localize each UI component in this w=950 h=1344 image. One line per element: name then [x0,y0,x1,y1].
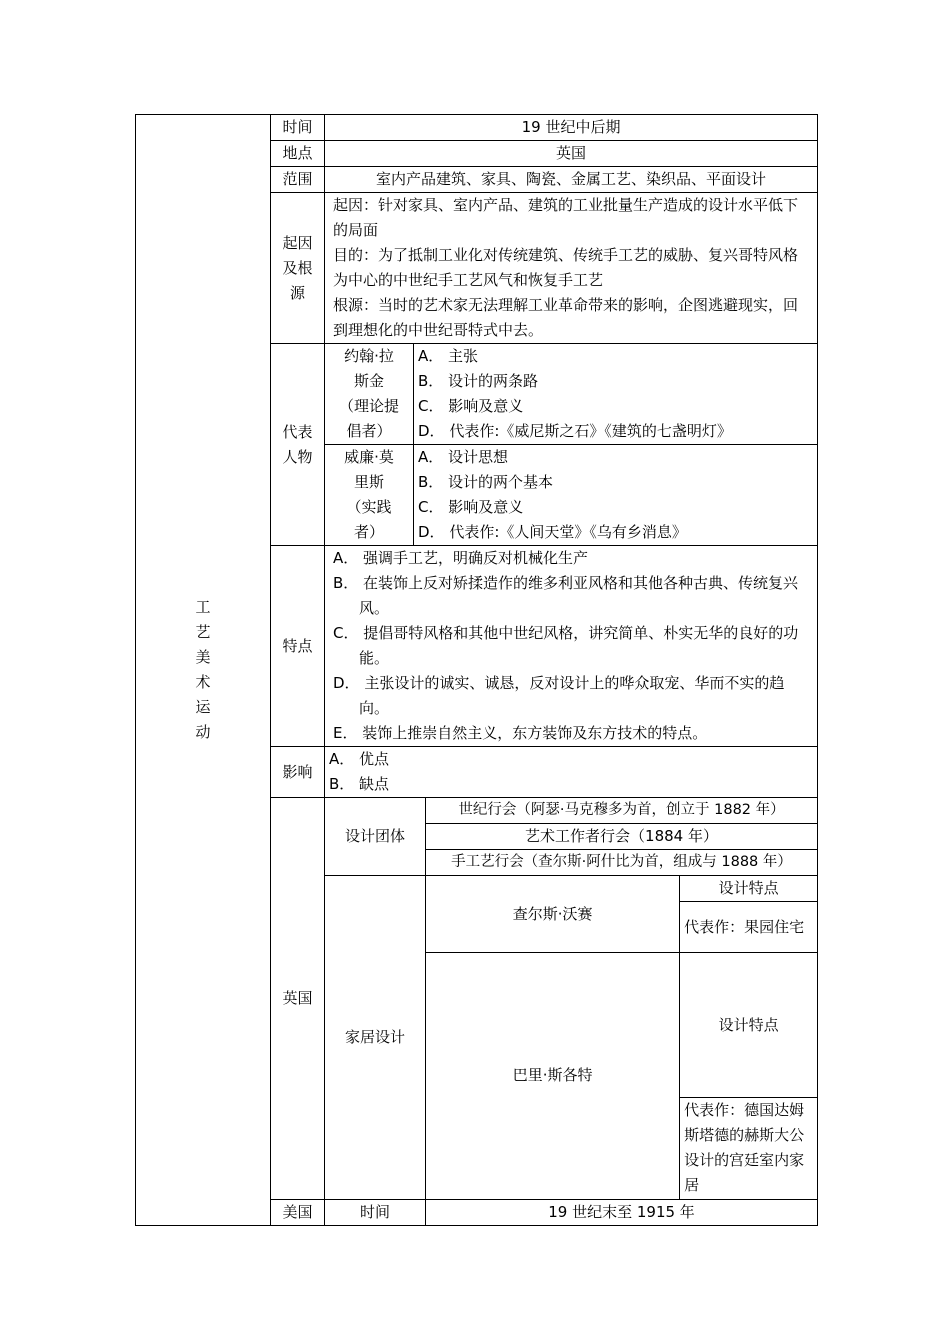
group-item: 世纪行会（阿瑟·马克穆多为首，创立于 1882 年） [426,798,818,824]
morris-item: B． 设计的两个基本 [418,473,554,491]
figures-label: 代表 人物 [271,344,325,546]
feature-item: C． 提倡哥特风格和其他中世纪风格，讲究简单、朴实无华的良好的功能。 [333,624,799,667]
influence-items [325,747,818,798]
groups-label: 设计团体 [325,798,426,876]
ruskin-items [414,344,818,445]
voysey-feature: 设计特点 [680,876,817,902]
scott-name: 巴里·斯各特 [426,953,680,1199]
arts-and-crafts-table [135,114,818,1226]
place-value: 英国 [325,141,818,167]
time-label: 时间 [271,115,325,141]
influence-label: 影响 [271,747,325,798]
scott-work: 代表作：德国达姆斯塔德的赫斯大公设计的宫廷室内家居 [680,1098,817,1199]
movement-name-cell [136,115,271,1226]
scott-feature: 设计特点 [680,953,817,1098]
home-label: 家居设计 [325,876,426,1200]
morris-items [414,445,818,546]
origin-cause: 起因：针对家具、室内产品、建筑的工业批量生产造成的设计水平低下的局面 [333,196,799,239]
feature-item: A． 强调手工艺，明确反对机械化生产 [333,549,589,567]
movement-name: 工 艺 美 术 运 动 [195,597,211,741]
group-item: 艺术工作者行会（1884 年） [426,824,818,850]
ruskin-name: 约翰·拉 斯金 （理论提 倡者） [325,344,414,445]
morris-item: C． 影响及意义 [418,498,524,516]
scope-label: 范围 [271,167,325,193]
feature-item: B． 在装饰上反对矫揉造作的维多利亚风格和其他各种古典、传统复兴风。 [333,574,799,617]
usa-value: 19 世纪末至 1915 年 [426,1199,818,1225]
origin-content [325,193,818,344]
ruskin-item: A． 主张 [418,347,479,365]
origin-purpose: 目的：为了抵制工业化对传统建筑、传统手工艺的威胁、复兴哥特风格为中心的中世纪手工艺风气和恢复手工艺 [333,246,799,289]
usa-label: 美国 [271,1199,325,1225]
features-items [325,546,818,747]
england-label: 英国 [271,798,325,1200]
ruskin-item: D． 代表作:《威尼斯之石》《建筑的七盏明灯》 [418,422,732,440]
ruskin-item: B． 设计的两条路 [418,372,539,390]
feature-item: D． 主张设计的诚实、诚恳，反对设计上的哗众取宠、华而不实的趋向。 [333,674,785,717]
place-label: 地点 [271,141,325,167]
morris-item: A． 设计思想 [418,448,509,466]
morris-item: D． 代表作:《人间天堂》《乌有乡消息》 [418,523,687,541]
origin-label: 起因 及根 源 [271,193,325,344]
feature-item: E． 装饰上推崇自然主义，东方装饰及东方技术的特点。 [333,724,708,742]
usa-sub: 时间 [325,1199,426,1225]
influence-item: B． 缺点 [329,775,390,793]
home-designers-grid [426,876,817,1199]
group-item: 手工艺行会（查尔斯·阿什比为首，组成与 1888 年） [426,850,818,876]
time-value: 19 世纪中后期 [325,115,818,141]
scope-value: 室内产品建筑、家具、陶瓷、金属工艺、染织品、平面设计 [325,167,818,193]
voysey-work: 代表作：果园住宅 [680,902,817,953]
ruskin-item: C． 影响及意义 [418,397,524,415]
features-label: 特点 [271,546,325,747]
voysey-name: 查尔斯·沃赛 [426,876,680,953]
home-designers [426,876,818,1200]
origin-root: 根源：当时的艺术家无法理解工业革命带来的影响，企图逃避现实，回到理想化的中世纪哥特式中去。 [333,296,799,339]
influence-item: A． 优点 [329,750,390,768]
morris-name: 威廉·莫 里斯 （实践 者） [325,445,414,546]
